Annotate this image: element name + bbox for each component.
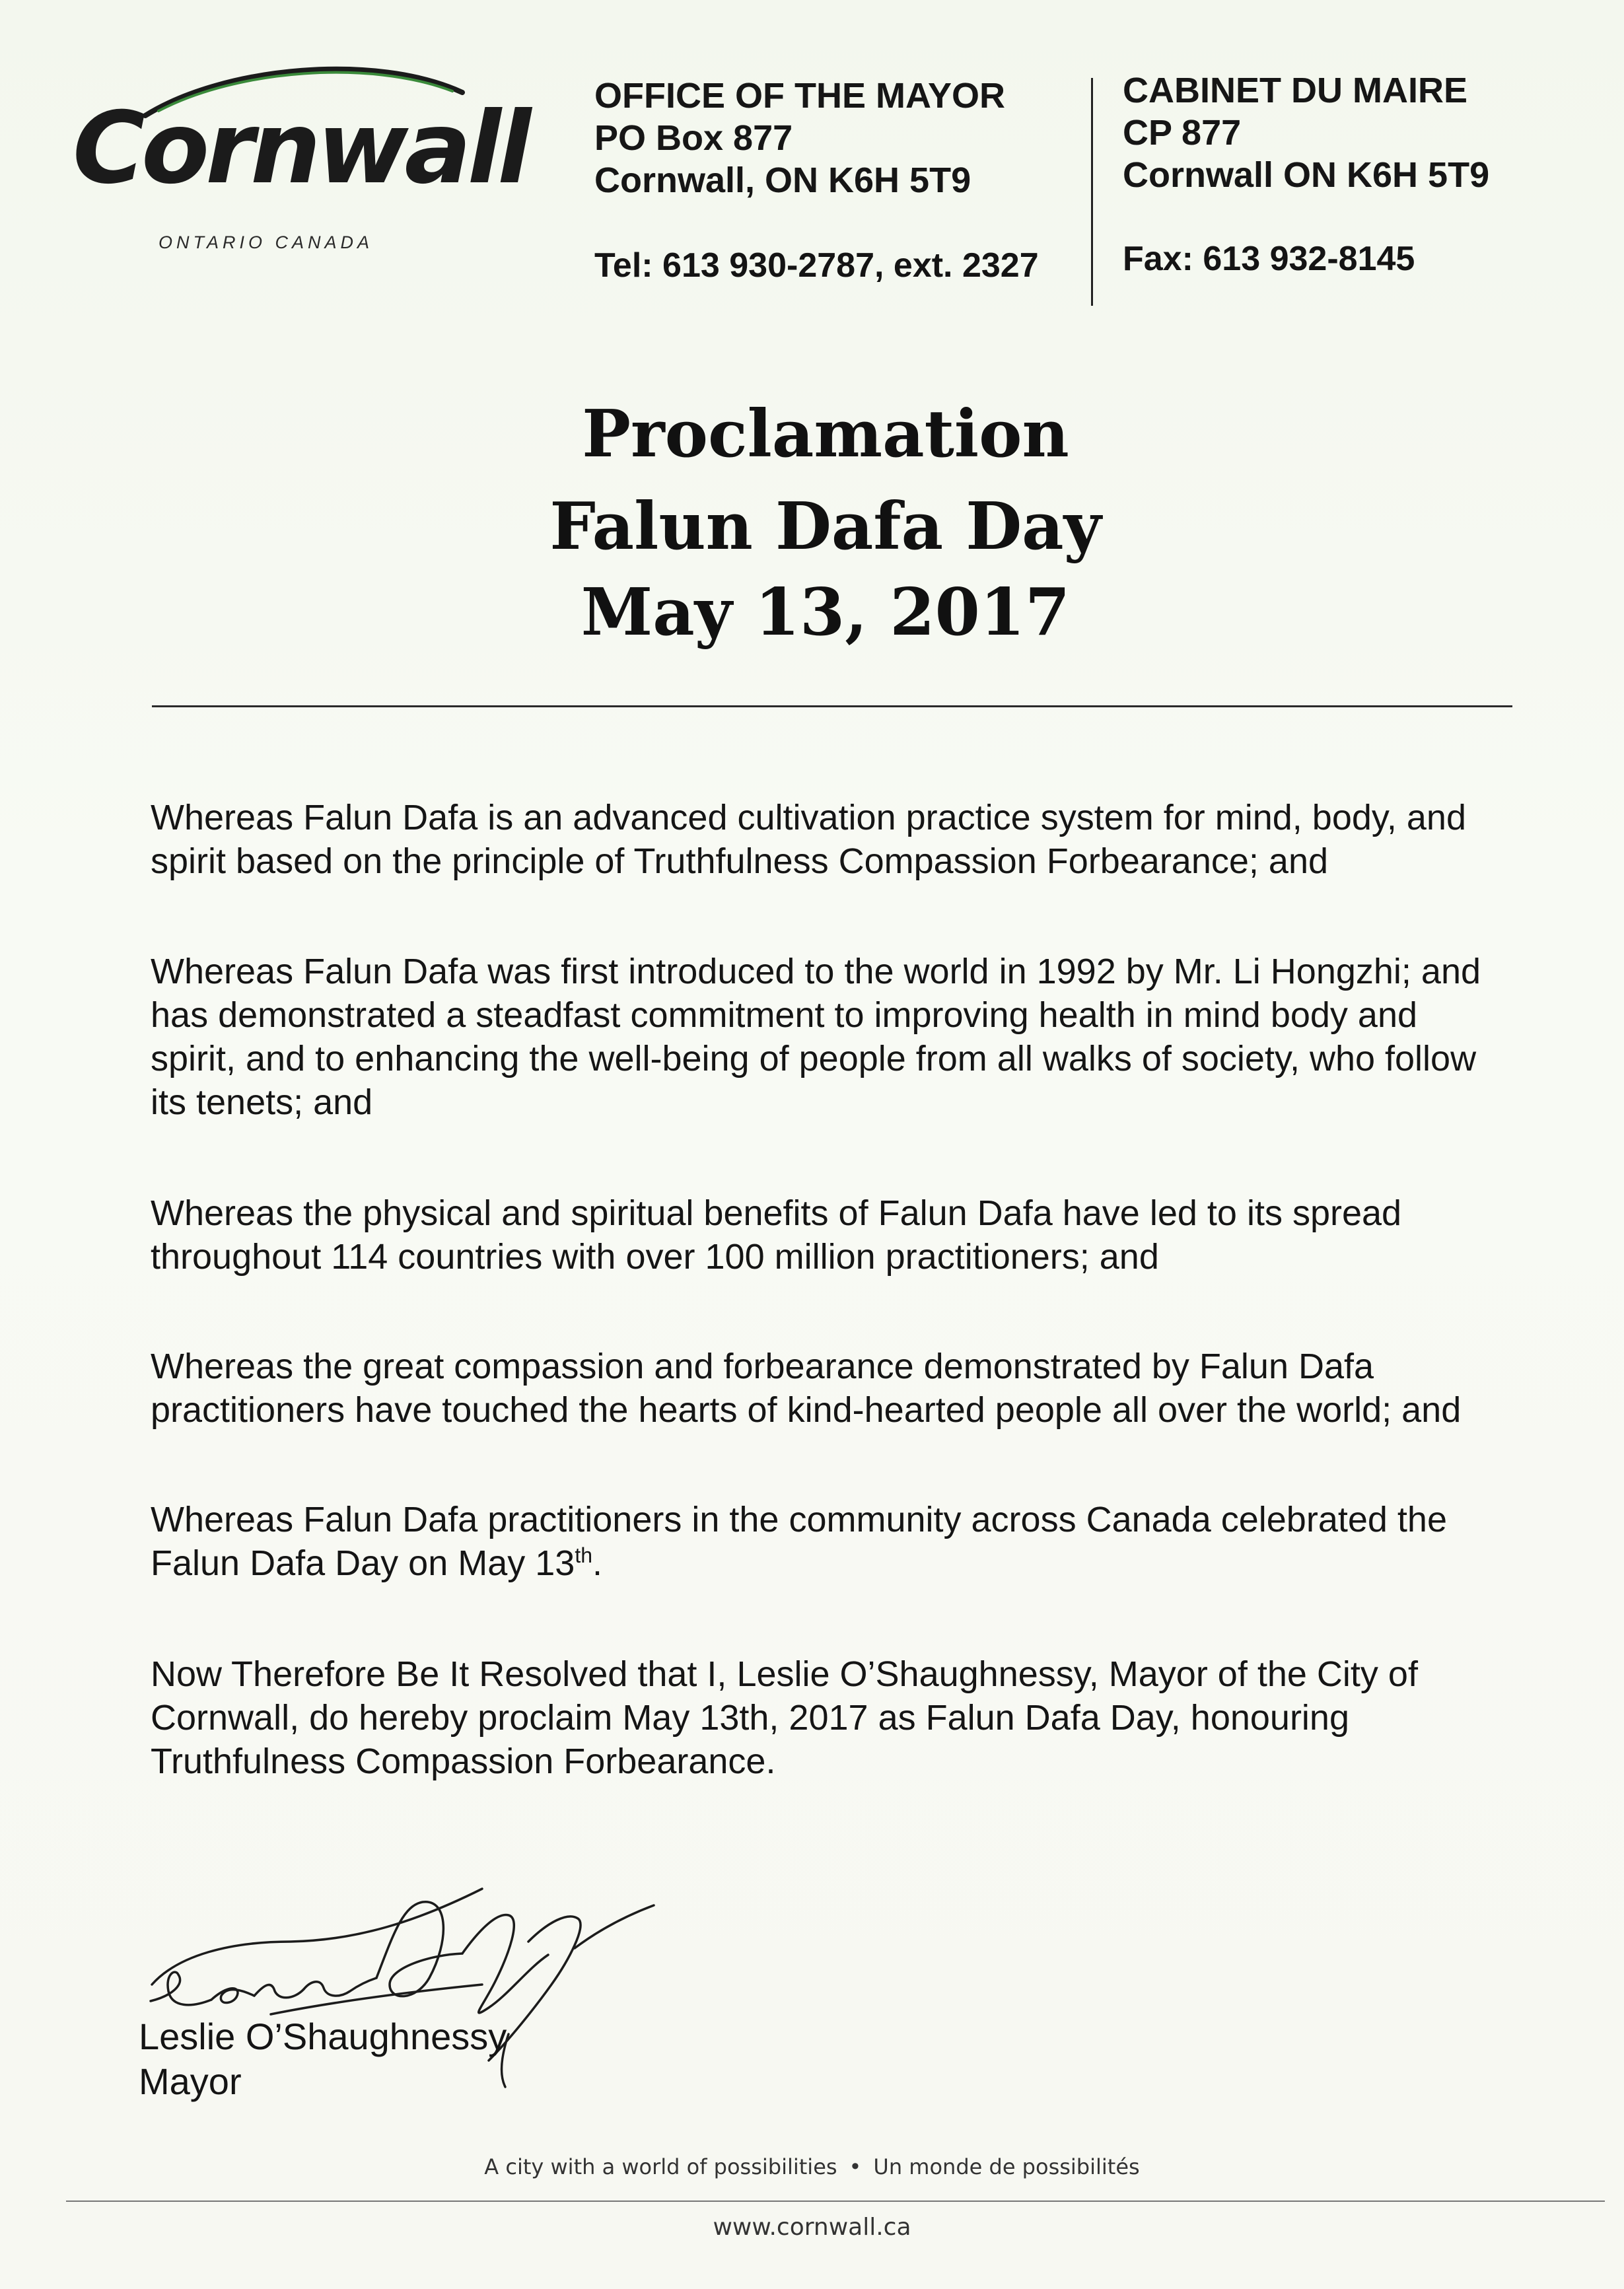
whereas-paragraph-5: [151, 1498, 1531, 1585]
title-divider: [152, 705, 1512, 707]
city-address: Cornwall, ON K6H 5T9: [594, 160, 971, 200]
fax-number: Fax: 613 932-8145: [1123, 240, 1415, 278]
paragraph-line: has demonstrated a steadfast commitment to improving health in mind body and: [151, 995, 1418, 1035]
ordinal-suffix: th: [575, 1543, 593, 1567]
cornwall-logo: [66, 53, 528, 252]
paragraph-line: Whereas Falun Dafa was first introduced to the world in 1992 by Mr. Li Hongzhi; and: [151, 952, 1481, 991]
paragraph-line: [151, 1541, 1531, 1585]
signatory-name: Leslie O’Shaughnessy: [139, 2016, 507, 2057]
city-address-fr: Cornwall ON K6H 5T9: [1123, 155, 1490, 195]
proclamation-title: Proclamation: [582, 396, 1069, 472]
po-box: PO Box 877: [594, 118, 793, 158]
website-url: www.cornwall.ca: [713, 2214, 911, 2241]
paragraph-line: Whereas Falun Dafa is an advanced cultivation practice system for mind, body, and: [151, 798, 1466, 837]
whereas-paragraph-4: [151, 1345, 1531, 1432]
tagline-separator: •: [849, 2154, 862, 2179]
paragraph-line: spirit, and to enhancing the well-being of people from all walks of society, who follow: [151, 1039, 1477, 1078]
paragraph-period: .: [592, 1543, 603, 1583]
paragraph-text: Falun Dafa Day on May 13: [151, 1543, 575, 1583]
french-address: [1123, 69, 1489, 196]
whereas-paragraph-2: [151, 950, 1531, 1124]
proclamation-date: May 13, 2017: [581, 575, 1071, 651]
proclamation-day-name: Falun Dafa Day: [549, 489, 1102, 565]
paragraph-line: Whereas Falun Dafa practitioners in the community across Canada celebrated the: [151, 1500, 1447, 1539]
whereas-paragraph-3: [151, 1191, 1531, 1279]
office-name-fr: CABINET DU MAIRE: [1123, 71, 1467, 110]
telephone: Tel: 613 930-2787, ext. 2327: [594, 246, 1039, 285]
tagline-french: Un monde de possibilités: [873, 2154, 1140, 2179]
paragraph-line: Truthfulness Compassion Forbearance.: [151, 1742, 776, 1781]
tagline-english: A city with a world of possibilities: [484, 2154, 837, 2179]
paragraph-line: practitioners have touched the hearts of kind-hearted people all over the world; and: [151, 1390, 1462, 1430]
footer-tagline: [0, 2154, 1624, 2179]
paragraph-line: Whereas the physical and spiritual benefits of Falun Dafa have led to its spread: [151, 1193, 1402, 1233]
office-name: OFFICE OF THE MAYOR: [594, 76, 1006, 116]
logo-subtitle: ONTARIO CANADA: [159, 232, 374, 252]
whereas-paragraph-1: [151, 796, 1531, 883]
letterhead-divider: [1091, 78, 1093, 306]
paragraph-line: its tenets; and: [151, 1082, 373, 1122]
po-box-fr: CP 877: [1123, 113, 1242, 153]
paragraph-line: throughout 114 countries with over 100 million practitioners; and: [151, 1237, 1159, 1277]
signatory-block: [139, 2014, 507, 2104]
paragraph-line: Whereas the great compassion and forbearance demonstrated by Falun Dafa: [151, 1347, 1374, 1386]
paragraph-line: Now Therefore Be It Resolved that I, Leslie O’Shaughnessy, Mayor of the City of: [151, 1654, 1418, 1694]
english-address: [594, 75, 1005, 201]
signatory-title: Mayor: [139, 2060, 242, 2102]
footer-divider: [66, 2201, 1605, 2202]
logo-wordmark: Cornwall: [73, 91, 528, 206]
resolution-paragraph: [151, 1652, 1531, 1783]
paragraph-line: spirit based on the principle of Truthfulness Compassion Forbearance; and: [151, 841, 1329, 881]
paragraph-line: Cornwall, do hereby proclaim May 13th, 2017 as Falun Dafa Day, honouring: [151, 1698, 1349, 1738]
